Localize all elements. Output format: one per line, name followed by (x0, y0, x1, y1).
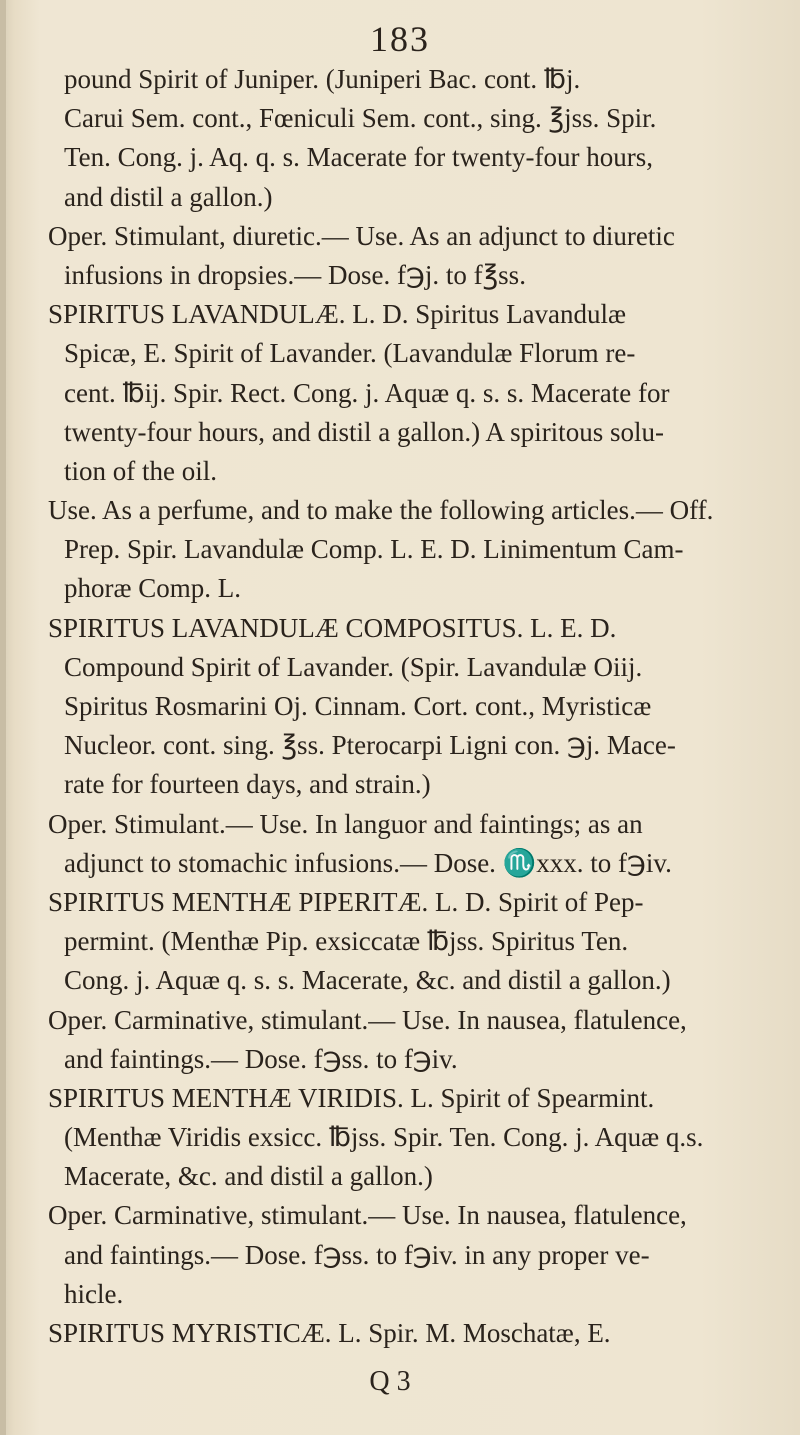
text-line: Oper. Stimulant.— Use. In languor and faintings; as an (48, 808, 643, 839)
text-line: rate for fourteen days, and strain.) (64, 769, 431, 800)
text-line: Ten. Cong. j. Aq. q. s. Macerate for twenty-four hours, (64, 142, 653, 173)
text-line: pound Spirit of Juniper. (Juniperi Bac. cont. ℔j. (64, 64, 581, 94)
text-line: Oper. Carminative, stimulant.— Use. In nausea, flatulence, (48, 1200, 687, 1231)
text-line: Carui Sem. cont., Fœniculi Sem. cont., sing. ℥jss. Spir. (64, 103, 657, 134)
text-line: permint. (Menthæ Pip. exsiccatæ ℔jss. Spiritus Ten. (64, 926, 629, 957)
text-line: phoræ Comp. L. (64, 573, 242, 604)
text-line: Use. As a perfume, and to make the following articles.— Off. (48, 495, 714, 526)
text-line: twenty-four hours, and distil a gallon.) A spiritous solu- (64, 416, 664, 447)
text-line: cent. ℔ij. Spir. Rect. Cong. j. Aquæ q. s. s. Macerate for (64, 377, 670, 408)
text-line: SPIRITUS LAVANDULÆ COMPOSITUS. L. E. D. (48, 612, 617, 643)
text-line: Macerate, &c. and distil a gallon.) (64, 1161, 433, 1192)
text-line: and faintings.— Dose. f℈ss. to f℈iv. in any proper ve- (64, 1239, 650, 1270)
text-line: SPIRITUS LAVANDULÆ. L. D. Spiritus Lavandulæ (48, 299, 627, 330)
text-line: and faintings.— Dose. f℈ss. to f℈iv. (64, 1043, 458, 1074)
text-line: Prep. Spir. Lavandulæ Comp. L. E. D. Linimentum Cam- (64, 534, 684, 565)
text-line: tion of the oil. (64, 455, 217, 486)
text-line: (Menthæ Viridis exsicc. ℔jss. Spir. Ten. Cong. j. Aquæ q.s. (64, 1122, 704, 1153)
text-line: Spiritus Rosmarini Oj. Cinnam. Cort. cont., Myristicæ (64, 691, 652, 721)
text-line: hicle. (64, 1278, 124, 1309)
text-line: and distil a gallon.) (64, 181, 273, 212)
text-line: SPIRITUS MENTHÆ VIRIDIS. L. Spirit of Spearmint. (48, 1082, 655, 1113)
text-line: Cong. j. Aquæ q. s. s. Macerate, &c. and distil a gallon.) (64, 965, 671, 996)
text-line: adjunct to stomachic infusions.— Dose. ♏xxx. to f℈iv. (64, 847, 672, 878)
text-line: SPIRITUS MENTHÆ PIPERITÆ. L. D. Spirit of Pep- (48, 886, 644, 917)
body-text (40, 60, 780, 1353)
text-line: Compound Spirit of Lavander. (Spir. Lavandulæ Oiij. (64, 651, 643, 682)
page-edge-shadow (0, 0, 6, 1435)
text-line: Nucleor. cont. sing. ℥ss. Pterocarpi Ligni con. ℈j. Mace- (64, 730, 676, 761)
page-number: 183 (370, 19, 430, 59)
signature-mark: Q 3 (369, 1366, 411, 1397)
text-line: Oper. Stimulant, diuretic.— Use. As an adjunct to diuretic (48, 220, 675, 251)
text-line: Oper. Carminative, stimulant.— Use. In nausea, flatulence, (48, 1004, 687, 1035)
text-line: infusions in dropsies.— Dose. f℈j. to f℥ss. (64, 259, 526, 290)
text-line: SPIRITUS MYRISTICÆ. L. Spir. M. Moschatæ, E. (48, 1318, 611, 1348)
text-line: Spicæ, E. Spirit of Lavander. (Lavandulæ Florum re- (64, 338, 636, 369)
